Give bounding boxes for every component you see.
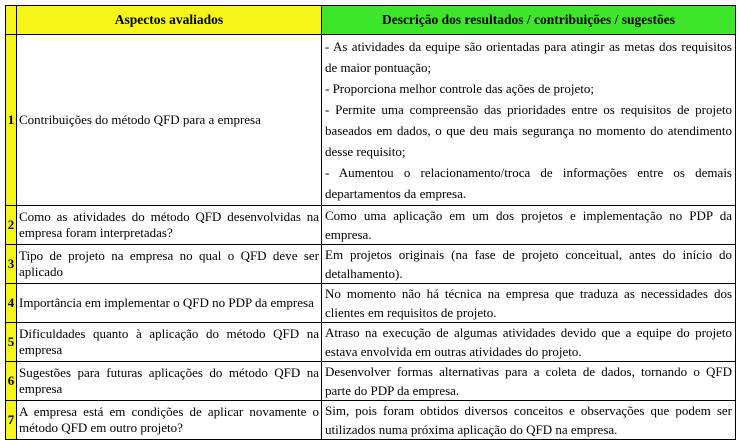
- row-number: 7: [6, 401, 17, 440]
- row-aspect: Dificuldades quanto à aplicação do método QFD na empresa: [17, 323, 322, 362]
- header-aspects: Aspectos avaliados: [17, 6, 322, 35]
- description-line: - Aumentou o relacionamento/troca de informações entre os demais departamentos da empresa.: [325, 165, 732, 201]
- header-number-cell: [6, 6, 17, 35]
- table-row: [6, 401, 736, 440]
- row-description: [322, 35, 736, 206]
- table-row: [6, 245, 736, 284]
- row-aspect: Importância em implementar o QFD no PDP da empresa: [17, 284, 322, 323]
- header-row: [6, 6, 736, 35]
- row-description: Em projetos originais (na fase de projeto conceitual, antes do início do detalhamento).: [322, 245, 736, 284]
- table-row: [6, 362, 736, 401]
- row-description: Desenvolver formas alternativas para a coleta de dados, tornando o QFD parte do PDP da empresa.: [322, 362, 736, 401]
- row-number: 5: [6, 323, 17, 362]
- table-row: [6, 35, 736, 206]
- row-aspect: Como as atividades do método QFD desenvolvidas na empresa foram interpretadas?: [17, 206, 322, 245]
- row-description: No momento não há técnica na empresa que traduza as necessidades dos clientes em requisitos de projeto.: [322, 284, 736, 323]
- table-row: [6, 206, 736, 245]
- row-number: 4: [6, 284, 17, 323]
- row-aspect: Tipo de projeto na empresa no qual o QFD deve ser aplicado: [17, 245, 322, 284]
- row-aspect: Contribuições do método QFD para a empresa: [17, 35, 322, 206]
- row-aspect: A empresa está em condições de aplicar novamente o método QFD em outro projeto?: [17, 401, 322, 440]
- row-description: Como uma aplicação em um dos projetos e implementação no PDP da empresa.: [322, 206, 736, 245]
- row-number: 6: [6, 362, 17, 401]
- row-number: 1: [6, 35, 17, 206]
- results-table: [5, 5, 736, 440]
- row-number: 2: [6, 206, 17, 245]
- description-line: - Permite uma compreensão das prioridades entre os requisitos de projeto baseados em dados, o que deu mais segurança no momento do atendimento desse requisito;: [325, 102, 732, 159]
- row-description: Atraso na execução de algumas atividades devido que a equipe do projeto estava envolvida em outras atividades do projeto.: [322, 323, 736, 362]
- row-number: 3: [6, 245, 17, 284]
- table-row: [6, 323, 736, 362]
- description-line: - As atividades da equipe são orientadas para atingir as metas dos requisitos de maior pontuação;: [325, 39, 732, 75]
- header-description: Descrição dos resultados / contribuições / sugestões: [322, 6, 736, 35]
- row-description: Sim, pois foram obtidos diversos conceitos e observações que podem ser utilizados numa próxima aplicação do QFD na empresa.: [322, 401, 736, 440]
- description-line: - Proporciona melhor controle das ações de projeto;: [325, 81, 594, 96]
- row-aspect: Sugestões para futuras aplicações do método QFD na empresa: [17, 362, 322, 401]
- table-row: [6, 284, 736, 323]
